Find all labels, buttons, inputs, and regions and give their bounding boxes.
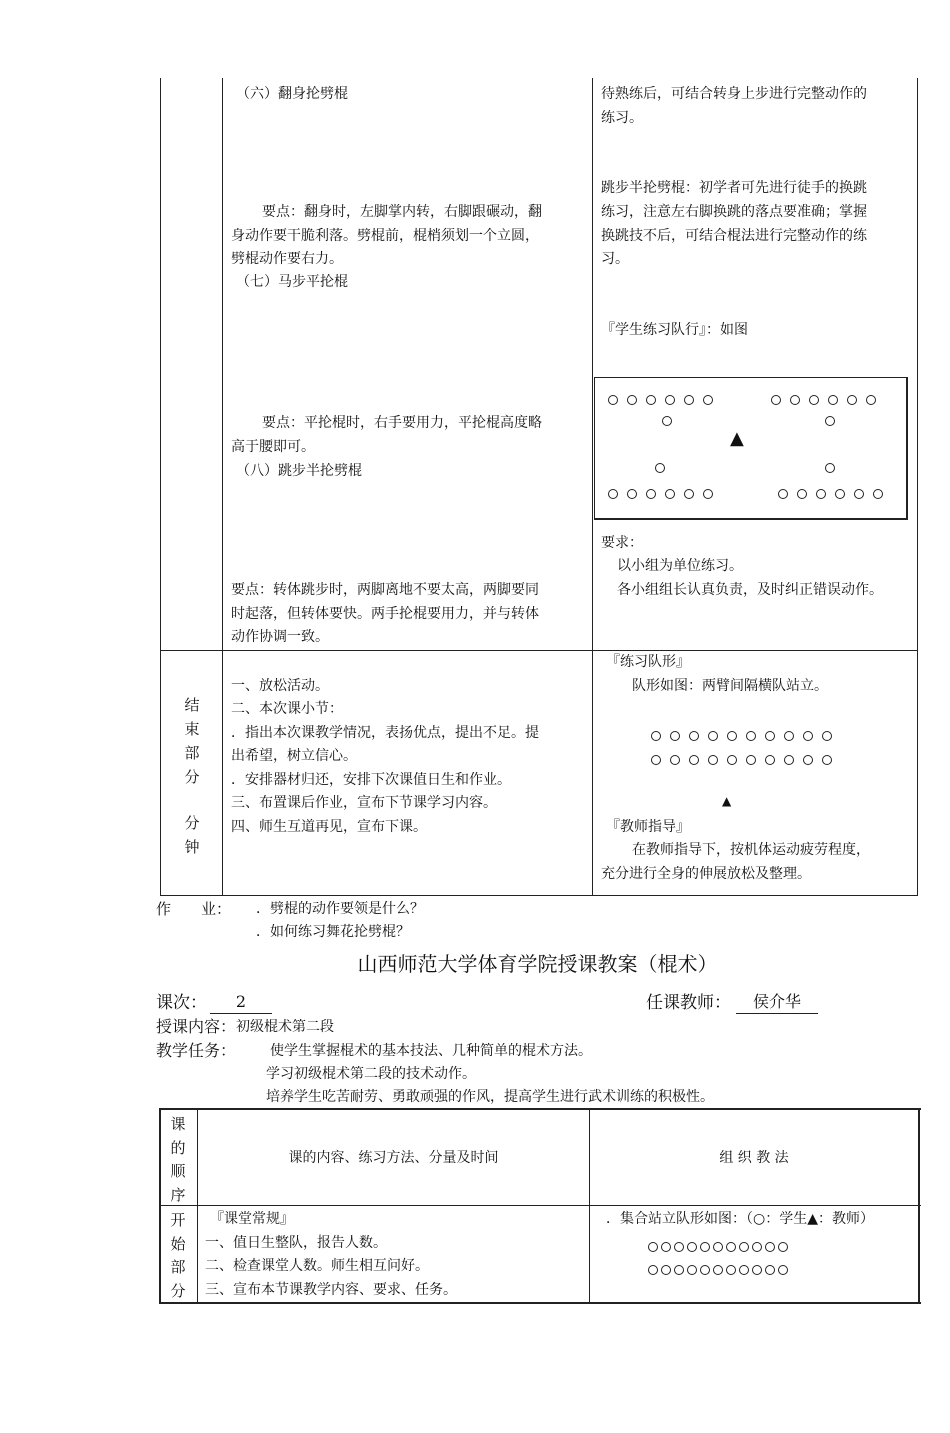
student-icon [655,463,665,473]
text-line: 换跳技不后，可结合棍法进行完整动作的练 [601,228,867,244]
student-icon [708,755,718,765]
student-icon [727,731,737,741]
student-icon [608,395,618,405]
text-line: 动作协调一致。 [231,629,329,645]
student-icon [809,395,819,405]
student-icon [835,489,845,499]
student-icon [703,489,713,499]
student-icon [646,489,656,499]
student-icon [752,1265,762,1275]
student-icon [866,395,876,405]
text-line: 队形如图：两臂间隔横队站立。 [632,678,828,694]
task-item: 培养学生吃苦耐劳、勇敢顽强的作风，提高学生进行武术训练的积极性。 [266,1089,714,1105]
student-icon [746,731,756,741]
text-line: 高于腰即可。 [231,439,315,455]
student-icon [726,1265,736,1275]
student-icon [765,731,775,741]
teacher-label: 任课教师： [646,993,731,1013]
text-line: 身动作要干脆利落。劈棍前，棍梢须划一个立圆， [231,228,539,244]
text-line: 习。 [601,251,629,267]
student-icon [847,395,857,405]
header-content: 课的内容、练习方法、分量及时间 [288,1150,499,1166]
formation-title: 『练习队形』 [606,654,690,670]
text-line: 要点：平抡棍时，右手要用力，平抡棍高度略 [262,415,542,431]
assembly-formation-caption: ．集合站立队形如图：（○：学生▲：教师） [606,1211,874,1227]
student-row [648,1262,791,1278]
section-title: （七）马步平抡棍 [236,274,348,290]
student-icon [726,1242,736,1252]
student-icon [790,395,800,405]
student-icon [784,755,794,765]
student-icon [684,395,694,405]
text-line: 充分进行全身的伸展放松及整理。 [601,866,811,882]
header-char: 的 [170,1139,186,1157]
student-icon [828,395,838,405]
text-line: 一、值日生整队，报告人数。 [205,1235,387,1251]
text-line: 时起落，但转体要快。两手抡棍要用力，并与转体 [231,606,539,622]
section-title: （八）跳步半抡劈棍 [236,463,362,479]
student-icon [803,755,813,765]
text-line: 各小组组长认真负责，及时纠正错误动作。 [617,582,883,598]
student-icon [648,1242,658,1252]
student-icon [765,1242,775,1252]
text-line: 三、宣布本节课教学内容、要求、任务。 [205,1282,457,1298]
text-line: 出希望，树立信心。 [231,748,357,764]
text-line: 一、放松活动。 [231,678,329,694]
section-label-char: 开 [170,1211,186,1229]
section-label-char: 部 [184,744,200,762]
text-line: 跳步半抡劈棍：初学者可先进行徒手的换跳 [601,180,867,196]
student-icon [648,1265,658,1275]
text-line: 练习。 [601,110,643,126]
page-title: 山西师范大学体育学院授课教案（棍术） [357,952,718,976]
task-label: 教学任务： [156,1041,237,1060]
student-icon [674,1242,684,1252]
student-icon [778,1265,788,1275]
student-icon [825,416,835,426]
student-icon [746,755,756,765]
student-icon [752,1242,762,1252]
header-char: 课 [170,1115,186,1133]
text-line: ．安排器材归还，安排下次课值日生和作业。 [231,772,511,788]
text-line: 待熟练后，可结合转身上步进行完整动作的 [601,86,867,102]
student-icon [661,1265,671,1275]
student-icon [687,1242,697,1252]
student-icon [854,489,864,499]
student-row [771,392,885,408]
student-row [778,486,892,502]
student-icon [700,1242,710,1252]
student-row [608,392,722,408]
homework-item: ．如何练习舞花抡劈棍？ [256,924,410,940]
student-icon [674,1265,684,1275]
student-icon [713,1265,723,1275]
section-title: （六）翻身抡劈棍 [236,86,348,102]
section-label-char: 分 [170,1282,186,1300]
student-icon [765,1265,775,1275]
student-row [651,728,841,744]
student-icon [727,755,737,765]
student-icon [739,1265,749,1275]
header-method: 组 织 教 法 [719,1150,789,1166]
student-icon [803,731,813,741]
student-icon [608,489,618,499]
text-line: 劈棍动作要右力。 [231,251,343,267]
student-icon [651,731,661,741]
text-line: 四、师生互道再见，宣布下课。 [231,819,427,835]
text-line: 要点：转体跳步时，两脚离地不要太高，两脚要同 [231,582,539,598]
content-value: 初级棍术第二段 [236,1019,334,1035]
teacher-icon: ▲ [722,794,732,808]
lesson-number-label: 课次： [156,993,207,1013]
homework-label: 作 业： [156,900,232,918]
student-icon [627,489,637,499]
teacher-icon: ▲ [730,428,744,449]
student-icon [687,1265,697,1275]
student-icon [797,489,807,499]
section-label-char: 分 [184,768,200,786]
student-icon [661,1242,671,1252]
student-icon [784,731,794,741]
student-icon [771,395,781,405]
text-line: 二、本次课小节： [231,701,343,717]
student-icon [665,489,675,499]
student-icon [822,755,832,765]
student-icon [684,489,694,499]
lesson-number-value: 2 [210,991,272,1014]
student-icon [700,1265,710,1275]
section-label-char: 始 [170,1235,186,1253]
student-icon [670,755,680,765]
student-row [608,486,722,502]
text-line: ．指出本次课教学情况，表扬优点，提出不足。提 [231,725,539,741]
header-char: 顺 [170,1162,186,1180]
formation-diagram [594,377,908,520]
text-line: 三、布置课后作业，宣布下节课学习内容。 [231,795,497,811]
student-icon [670,731,680,741]
student-icon [703,395,713,405]
student-row [648,1239,791,1255]
student-icon [739,1242,749,1252]
routine-title: 『课堂常规』 [210,1211,294,1227]
homework-item: ．劈棍的动作要领是什么？ [256,901,424,917]
guidance-title: 『教师指导』 [606,819,690,835]
student-icon [662,416,672,426]
student-icon [665,395,675,405]
task-item: 学习初级棍术第二段的技术动作。 [266,1066,476,1082]
section-label-char: 部 [170,1258,186,1276]
student-icon [651,755,661,765]
student-icon [825,463,835,473]
student-icon [822,731,832,741]
student-row [651,752,841,768]
student-icon [713,1242,723,1252]
student-icon [765,755,775,765]
content-label: 授课内容： [156,1017,237,1036]
student-icon [646,395,656,405]
section-label-char: 结 [184,696,200,714]
student-icon [778,489,788,499]
requirements-title: 要求： [601,535,643,551]
text-line: 以小组为单位练习。 [617,558,743,574]
section-label-char: 分 [184,814,200,832]
text-line: 在教师指导下，按机体运动疲劳程度， [632,842,870,858]
student-icon [816,489,826,499]
section-label-char: 钟 [184,838,200,856]
header-char: 序 [170,1186,186,1204]
teacher-name: 侯介华 [736,991,818,1014]
student-icon [708,731,718,741]
student-icon [689,755,699,765]
formation-caption: 『学生练习队行』：如图 [601,322,748,338]
student-icon [627,395,637,405]
task-item: 使学生掌握棍术的基本技法、几种简单的棍术方法。 [270,1043,592,1059]
student-icon [873,489,883,499]
student-icon [778,1242,788,1252]
text-line: 二、检查课堂人数。师生相互问好。 [205,1258,429,1274]
section-label-char: 束 [184,720,200,738]
text-line: 要点：翻身时，左脚掌内转，右脚跟碾动，翻 [262,204,542,220]
student-icon [689,731,699,741]
text-line: 练习，注意左右脚换跳的落点要准确；掌握 [601,204,867,220]
